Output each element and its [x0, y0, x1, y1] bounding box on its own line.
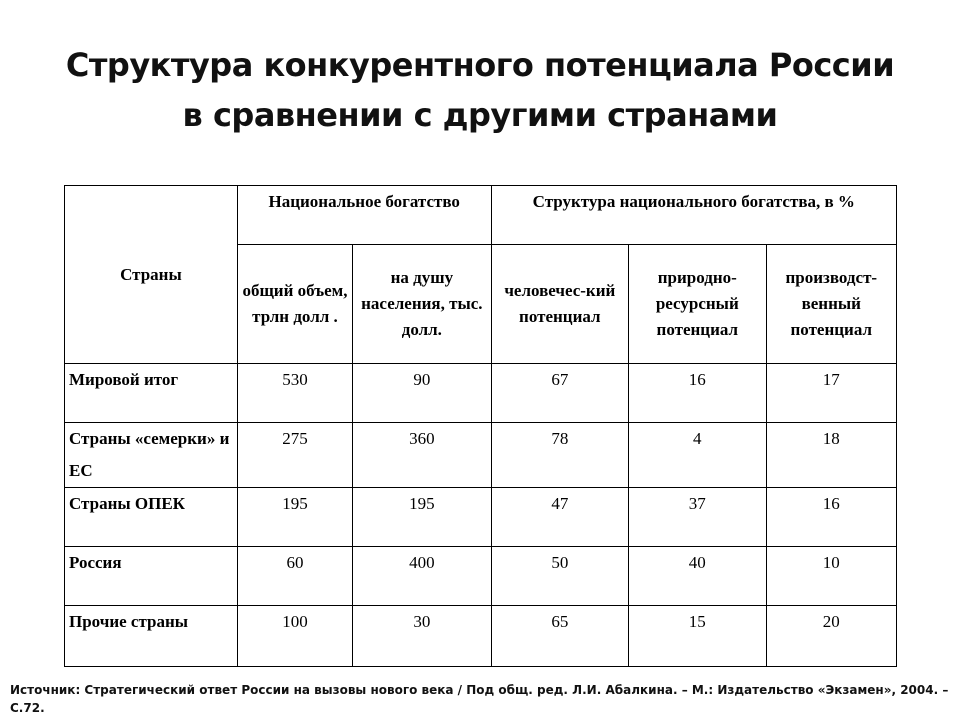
- table-row: [65, 547, 897, 606]
- header-countries: Страны: [65, 186, 238, 364]
- cell-natural: 16: [629, 364, 766, 423]
- cell-natural: 40: [629, 547, 766, 606]
- slide-title-line-2: в сравнении с другими странами: [182, 96, 778, 134]
- cell-production: 10: [766, 547, 896, 606]
- cell-per-capita: 195: [353, 488, 491, 547]
- header-total-volume: общий объем, трлн долл .: [237, 245, 352, 364]
- row-country: Страны «семерки» и ЕС: [65, 423, 238, 488]
- table-header-row-1: [65, 186, 897, 245]
- cell-per-capita: 400: [353, 547, 491, 606]
- header-human-potential: человечес-кий потенциал: [491, 245, 628, 364]
- cell-total: 100: [237, 606, 352, 667]
- header-per-capita: на душу населения, тыс. долл.: [353, 245, 491, 364]
- row-country: Страны ОПЕК: [65, 488, 238, 547]
- cell-natural: 4: [629, 423, 766, 488]
- cell-total: 530: [237, 364, 352, 423]
- cell-total: 195: [237, 488, 352, 547]
- header-production-potential: производст-венный потенциал: [766, 245, 896, 364]
- cell-production: 18: [766, 423, 896, 488]
- table-row: [65, 364, 897, 423]
- header-national-wealth: Национальное богатство: [237, 186, 491, 245]
- cell-human: 67: [491, 364, 628, 423]
- cell-human: 50: [491, 547, 628, 606]
- header-wealth-structure: Структура национального богатства, в %: [491, 186, 896, 245]
- cell-production: 20: [766, 606, 896, 667]
- source-citation: Источник: Стратегический ответ России на вызовы нового века / Под общ. ред. Л.И. Абалкина. – М.: Издательство «Экзамен», 2004. – С.72.: [10, 683, 949, 715]
- row-country: Мировой итог: [65, 364, 238, 423]
- row-country: Прочие страны: [65, 606, 238, 667]
- cell-human: 78: [491, 423, 628, 488]
- slide-title: [0, 40, 960, 140]
- cell-natural: 37: [629, 488, 766, 547]
- table-row: [65, 488, 897, 547]
- cell-production: 16: [766, 488, 896, 547]
- cell-production: 17: [766, 364, 896, 423]
- table-row: [65, 606, 897, 667]
- header-natural-potential: природно-ресурсный потенциал: [629, 245, 766, 364]
- wealth-structure-table: [64, 185, 897, 667]
- cell-per-capita: 30: [353, 606, 491, 667]
- cell-human: 47: [491, 488, 628, 547]
- cell-per-capita: 360: [353, 423, 491, 488]
- row-country: Россия: [65, 547, 238, 606]
- cell-per-capita: 90: [353, 364, 491, 423]
- cell-human: 65: [491, 606, 628, 667]
- cell-natural: 15: [629, 606, 766, 667]
- cell-total: 275: [237, 423, 352, 488]
- slide-title-line-1: Структура конкурентного потенциала России: [65, 46, 895, 84]
- table-row: [65, 423, 897, 488]
- cell-total: 60: [237, 547, 352, 606]
